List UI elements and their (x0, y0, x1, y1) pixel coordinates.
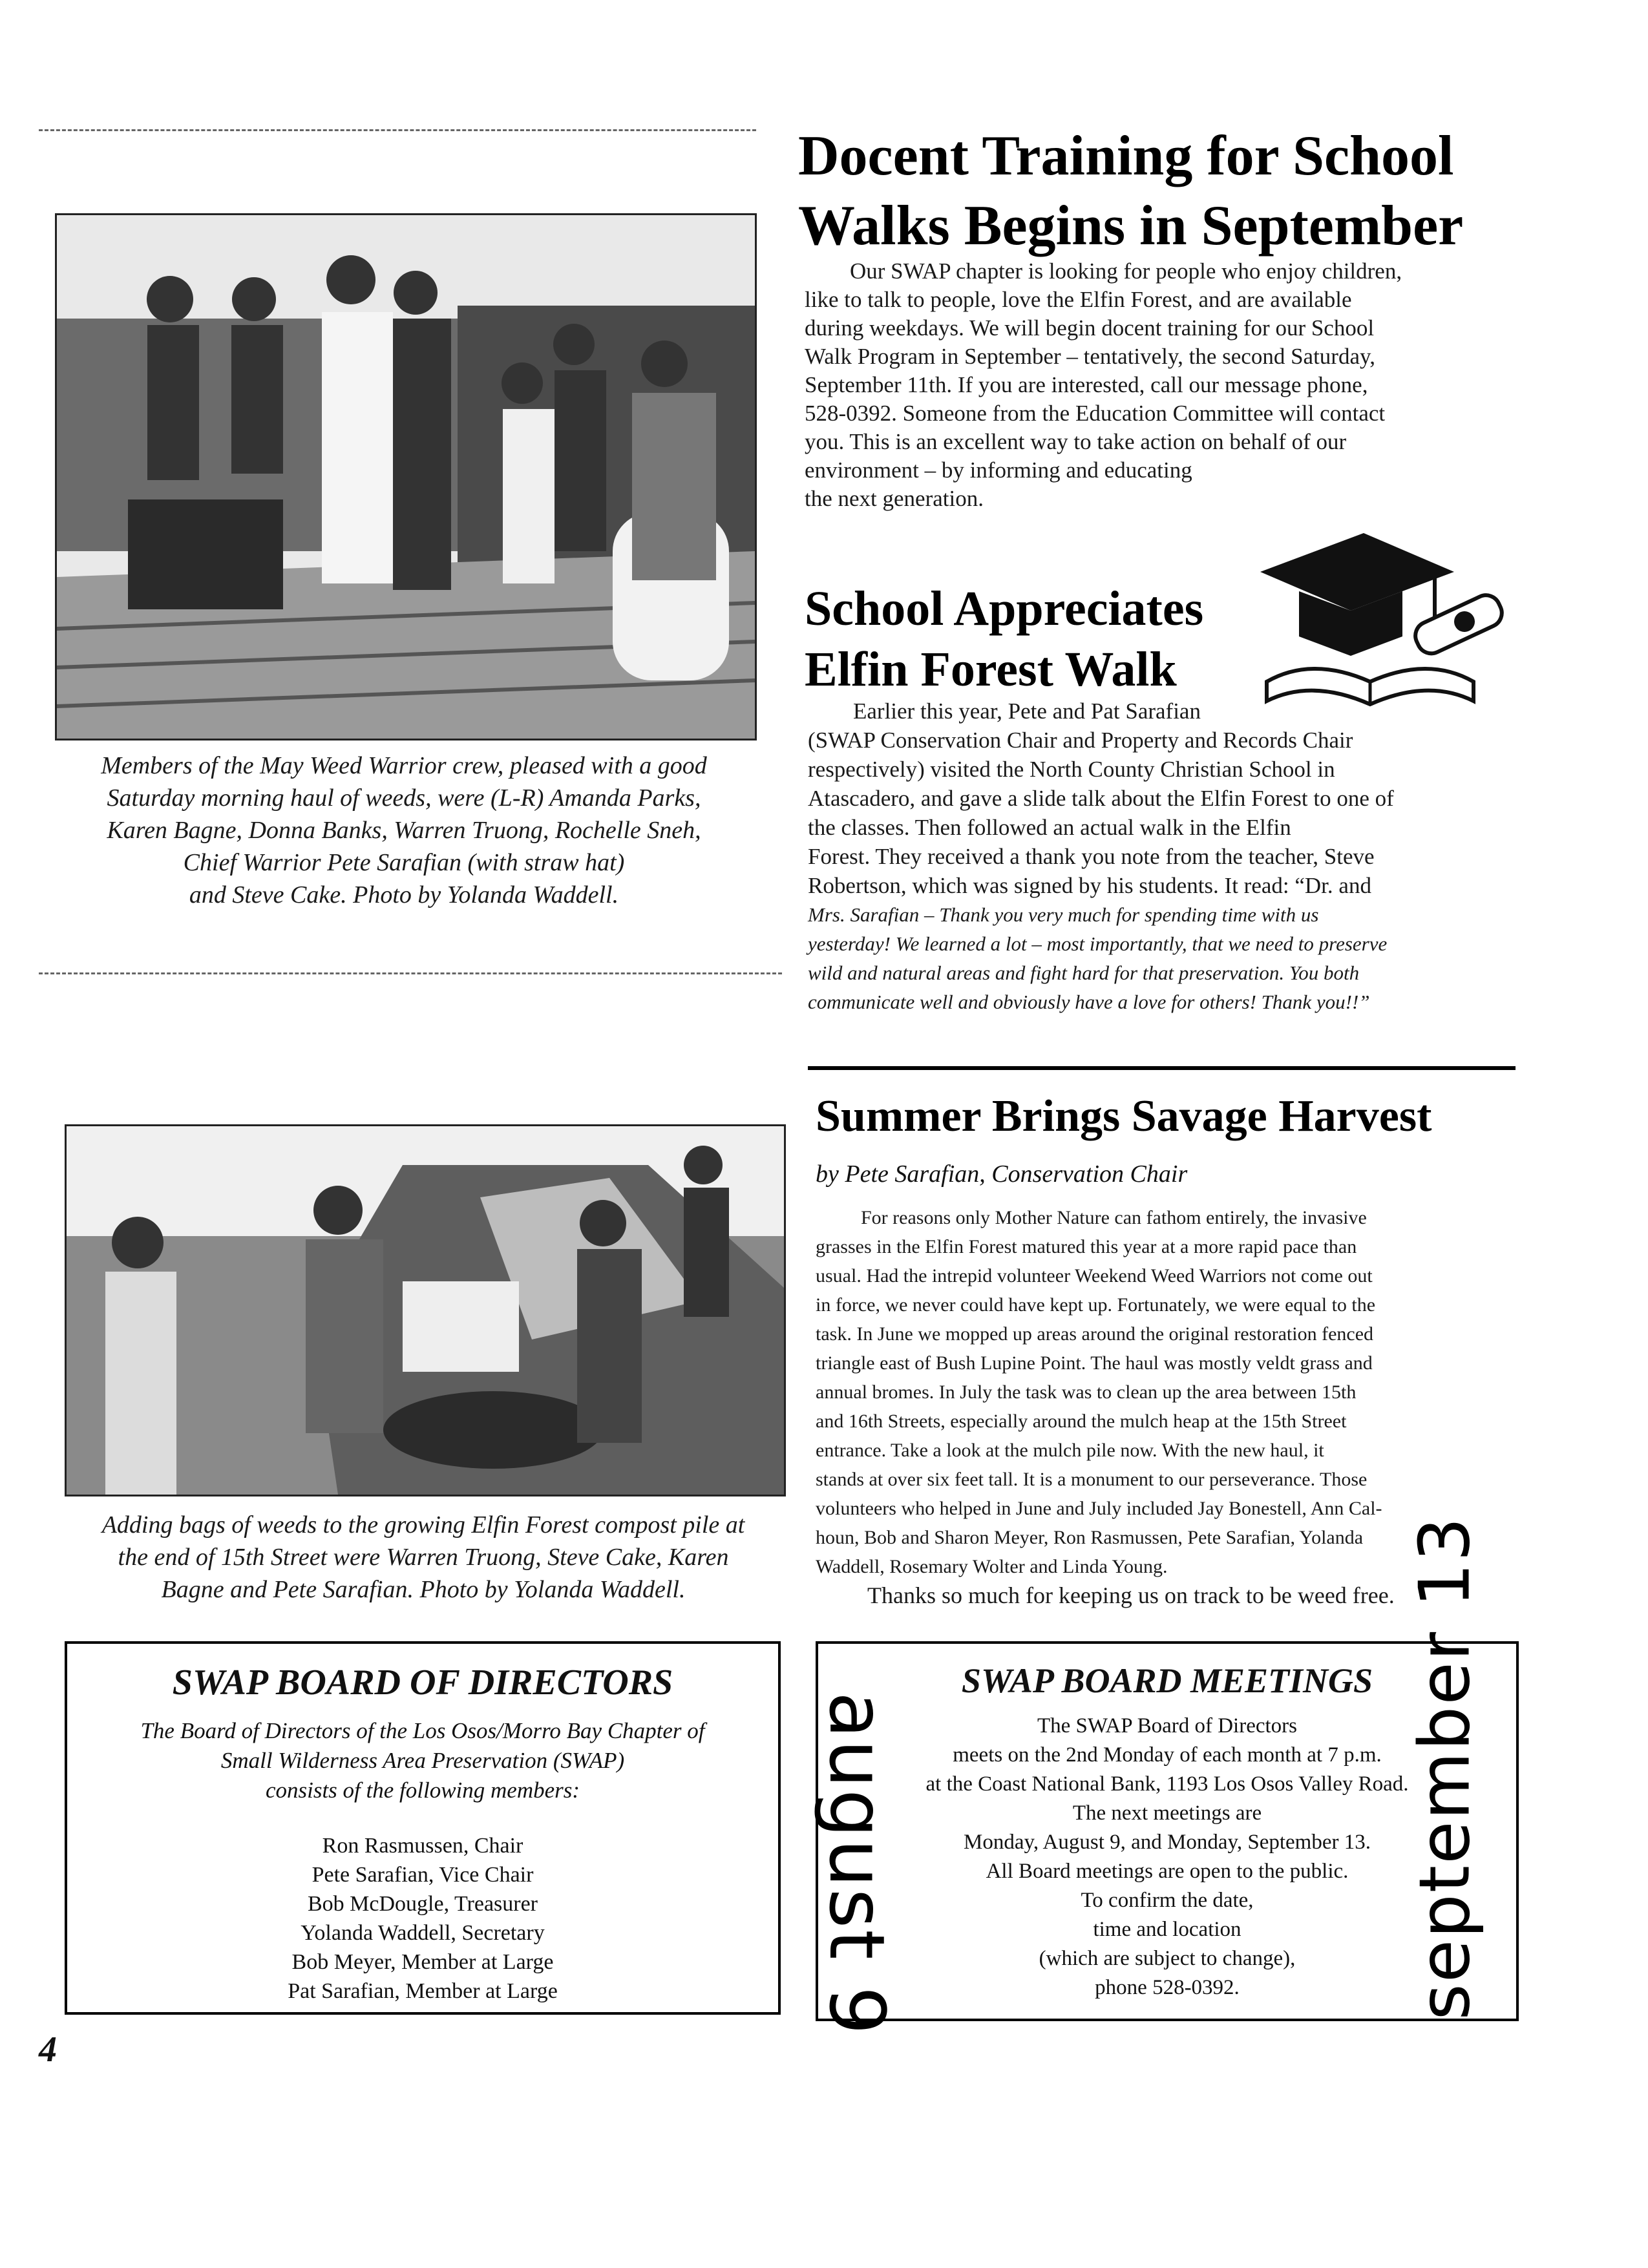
body-line: the next generation. (805, 486, 984, 511)
caption-line: the end of 15th Street were Warren Truong, Steve Cake, Karen (118, 1544, 729, 1571)
body-line: Forest. They received a thank you note from the teacher, Steve (808, 844, 1375, 869)
meetings-line: phone 528-0392. (1095, 1976, 1240, 1999)
body-line: respectively) visited the North County Christian School in (808, 757, 1335, 782)
body-line: Our SWAP chapter is looking for people who enjoy children, (850, 258, 1402, 284)
meetings-line: All Board meetings are open to the public. (986, 1860, 1349, 1883)
photo-compost-graphic (67, 1126, 784, 1495)
docent-headline (798, 121, 1463, 261)
body-line: Thanks so much for keeping us on track to be weed free. (867, 1582, 1395, 1608)
body-line: Waddell, Rosemary Wolter and Linda Young. (816, 1556, 1168, 1577)
school-headline (805, 578, 1203, 700)
body-line: usual. Had the intrepid volunteer Weekend Weed Warriors not come out (816, 1265, 1373, 1286)
body-line: during weekdays. We will begin docent training for our School (805, 315, 1375, 341)
meetings-line: meets on the 2nd Monday of each month at 7 p.m. (953, 1743, 1382, 1767)
meetings-line: time and location (1093, 1918, 1241, 1941)
director-member: Bob McDougle, Treasurer (307, 1892, 538, 1916)
body-line: For reasons only Mother Nature can fathom entirely, the invasive (861, 1207, 1367, 1228)
photo-divider (39, 972, 782, 974)
body-line: communicate well and obviously have a love for others! Thank you!!” (808, 991, 1370, 1013)
body-line: volunteers who helped in June and July included Jay Bonestell, Ann Cal- (816, 1498, 1382, 1519)
body-line: and 16th Streets, especially around the mulch heap at the 15th Street (816, 1411, 1347, 1432)
photo-top-border (39, 129, 756, 131)
body-line: (SWAP Conservation Chair and Property and Records Chair (808, 728, 1353, 753)
director-member: Ron Rasmussen, Chair (322, 1834, 523, 1858)
body-line: the classes. Then followed an actual walk in the Elfin (808, 815, 1291, 840)
photo2-caption (65, 1509, 782, 1606)
photo-crew-graphic (57, 215, 755, 739)
directors-members (67, 1831, 778, 2006)
body-line: Earlier this year, Pete and Pat Sarafian (853, 698, 1201, 724)
school-body (808, 697, 1512, 1016)
meetings-line: (which are subject to change), (1039, 1947, 1296, 1970)
caption-line: and Steve Cake. Photo by Yolanda Waddell. (189, 881, 619, 908)
body-line: in force, we never could have kept up. Fortunately, we were equal to the (816, 1294, 1376, 1316)
harvest-byline: by Pete Sarafian, Conservation Chair (816, 1160, 1188, 1188)
graduation-clipart-icon (1241, 527, 1512, 714)
caption-line: Adding bags of weeds to the growing Elfin Forest compost pile at (101, 1511, 745, 1538)
caption-line: Chief Warrior Pete Sarafian (with straw hat) (183, 849, 625, 876)
caption-line: Karen Bagne, Donna Banks, Warren Truong, Rochelle Sneh, (107, 817, 701, 844)
headline-line: Elfin Forest Walk (805, 642, 1177, 697)
board-of-directors-box (65, 1641, 781, 2015)
director-member: Pat Sarafian, Member at Large (288, 1979, 558, 2003)
body-line: you. This is an excellent way to take action on behalf of our (805, 429, 1347, 454)
headline-line: Docent Training for School (798, 125, 1454, 187)
body-line: Atascadero, and gave a slide talk about the Elfin Forest to one of (808, 786, 1394, 811)
director-member: Bob Meyer, Member at Large (291, 1950, 554, 1974)
headline-line: School Appreciates (805, 582, 1204, 636)
directors-intro-line: The Board of Directors of the Los Osos/Morro Bay Chapter of (140, 1718, 705, 1743)
headline-line: Walks Begins in September (798, 194, 1464, 257)
directors-title: SWAP BOARD OF DIRECTORS (172, 1663, 673, 1703)
docent-body (805, 257, 1509, 513)
section-divider-rule (808, 1066, 1516, 1070)
caption-line: Bagne and Pete Sarafian. Photo by Yolanda Waddell. (161, 1576, 686, 1603)
body-line: yesterday! We learned a lot – most importantly, that we need to preserve (808, 932, 1388, 955)
body-line: Walk Program in September – tentatively, the second Saturday, (805, 344, 1375, 369)
body-line: like to talk to people, love the Elfin Forest, and are available (805, 287, 1352, 312)
meetings-line: To confirm the date, (1081, 1889, 1254, 1912)
director-member: Yolanda Waddell, Secretary (301, 1921, 545, 1945)
photo-compost-pile (65, 1124, 786, 1496)
page-number: 4 (39, 2030, 57, 2070)
body-line: entrance. Take a look at the mulch pile now. With the new haul, it (816, 1440, 1324, 1461)
meetings-line: Monday, August 9, and Monday, September 13. (964, 1831, 1371, 1854)
meetings-line: The SWAP Board of Directors (1037, 1714, 1298, 1738)
body-line: grasses in the Elfin Forest matured this year at a more rapid pace than (816, 1236, 1357, 1257)
meetings-line: at the Coast National Bank, 1193 Los Osos Valley Road. (925, 1772, 1409, 1796)
body-line: triangle east of Bush Lupine Point. The haul was mostly veldt grass and (816, 1352, 1373, 1374)
directors-intro-line: consists of the following members: (265, 1778, 580, 1803)
body-line: stands at over six feet tall. It is a monument to our perseverance. Those (816, 1469, 1368, 1490)
body-line: 528-0392. Someone from the Education Committee will contact (805, 401, 1386, 426)
photo-weed-warrior-crew (55, 213, 757, 740)
body-line: environment – by informing and educating (805, 457, 1192, 483)
meetings-line: The next meetings are (1072, 1801, 1262, 1825)
august-date-vertical: august 9 (812, 1692, 902, 2037)
meetings-details (922, 1712, 1413, 2002)
caption-line: Saturday morning haul of weeds, were (L-R) Amanda Parks, (107, 784, 701, 812)
director-member: Pete Sarafian, Vice Chair (312, 1863, 534, 1887)
meetings-title: SWAP BOARD MEETINGS (961, 1661, 1373, 1700)
body-line: annual bromes. In July the task was to clean up the area between 15th (816, 1381, 1357, 1403)
body-line: September 11th. If you are interested, call our message phone, (805, 372, 1368, 397)
september-date-vertical: september 13 (1404, 1516, 1486, 2021)
body-line: houn, Bob and Sharon Meyer, Ron Rasmussen, Pete Sarafian, Yolanda (816, 1527, 1364, 1548)
directors-intro-line: Small Wilderness Area Preservation (SWAP) (220, 1748, 625, 1773)
caption-line: Members of the May Weed Warrior crew, pleased with a good (101, 752, 707, 779)
photo1-caption (55, 750, 753, 911)
body-line: wild and natural areas and fight hard for that preservation. You both (808, 961, 1360, 984)
harvest-headline: Summer Brings Savage Harvest (816, 1091, 1432, 1141)
graduation-clipart-graphic (1241, 527, 1512, 714)
body-line: Robertson, which was signed by his students. It read: “Dr. and (808, 873, 1371, 898)
body-line: Mrs. Sarafian – Thank you very much for spending time with us (808, 903, 1319, 926)
directors-intro (67, 1716, 778, 1805)
body-line: task. In June we mopped up areas around the original restoration fenced (816, 1323, 1374, 1345)
